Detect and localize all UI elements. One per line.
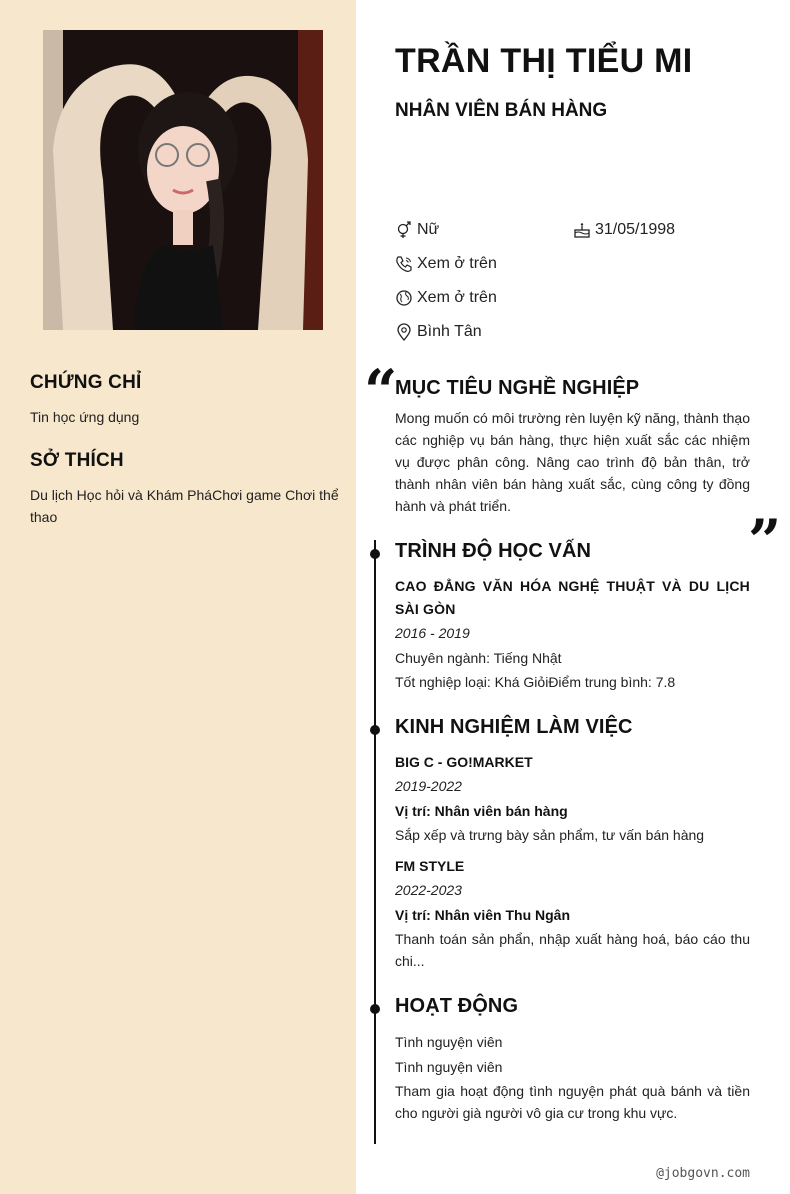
gender-icon: [395, 221, 413, 239]
activity-line: Tình nguyện viên: [395, 1059, 503, 1075]
hobbies-title: SỞ THÍCH: [30, 450, 124, 471]
activity-line: Tình nguyện viên: [395, 1034, 503, 1050]
gender-info: [395, 221, 439, 239]
job-position: Vị trí: Nhân viên Thu Ngân: [395, 907, 571, 923]
website-value: Xem ở trên: [417, 289, 497, 306]
education-school: CAO ĐẲNG VĂN HÓA NGHỆ THUẬT VÀ DU LỊCH SÀI GÒN: [395, 578, 750, 617]
timeline-dot-education: [370, 549, 380, 559]
candidate-job-title: NHÂN VIÊN BÁN HÀNG: [395, 100, 608, 121]
phone-icon: [395, 255, 413, 273]
location-pin-icon: [395, 323, 413, 341]
left-sidebar: [0, 0, 356, 1194]
education-major: Chuyên ngành: Tiếng Nhật: [395, 650, 562, 666]
objective-text: Mong muốn có môi trường rèn luyện kỹ năng, thành thạo các nghiệp vụ bán hàng, thực hiện xuất sắc các nhiệm vụ được phân công. Nâng cao trình độ bản thân, trở thành nhân viên bán hàng xuất sắc, cùng công ty đồng hành và phát triển.: [395, 410, 750, 514]
education-grade: Tốt nghiệp loại: Khá GiỏiĐiểm trung bình: 7.8: [395, 674, 676, 690]
certificates-section: [30, 372, 340, 428]
gender-value: Nữ: [417, 221, 440, 238]
quote-open-icon: “: [364, 357, 398, 425]
timeline-dot-activities: [370, 1004, 380, 1014]
certificates-text: Tin học ứng dụng: [30, 409, 140, 425]
dob-info: [573, 221, 675, 239]
timeline-line: [374, 540, 376, 1144]
website-info: [395, 289, 497, 307]
job-description: Sắp xếp và trưng bày sản phẩm, tư vấn bán hàng: [395, 827, 705, 843]
phone-value: Xem ở trên: [417, 255, 497, 272]
job-years: 2019-2022: [395, 778, 462, 794]
job-company: FM STYLE: [395, 858, 465, 874]
hobbies-text: Du lịch Học hỏi và Khám PháChơi game Chơi thể thao: [30, 487, 339, 525]
cake-icon: [573, 221, 591, 239]
globe-icon: [395, 289, 413, 307]
experience-title: KINH NGHIỆM LÀM VIỆC: [395, 716, 633, 738]
phone-info: [395, 255, 497, 273]
job-years: 2022-2023: [395, 882, 462, 898]
certificates-title: CHỨNG CHỈ: [30, 372, 142, 393]
objective-title: MỤC TIÊU NGHỀ NGHIỆP: [395, 377, 640, 399]
job-description: Thanh toán sản phẩn, nhập xuất hàng hoá, báo cáo thu chi...: [395, 931, 750, 969]
footer-watermark: @jobgovn.com: [656, 1166, 750, 1181]
job-position: Vị trí: Nhân viên bán hàng: [395, 803, 568, 819]
candidate-name: TRẦN THỊ TIỂU MI: [395, 42, 693, 80]
main-content: [356, 0, 790, 1194]
profile-photo-illustration: [43, 30, 323, 330]
activities-title: HOẠT ĐỘNG: [395, 995, 519, 1017]
quote-close-icon: ”: [748, 507, 782, 575]
timeline-dot-experience: [370, 725, 380, 735]
dob-value: 31/05/1998: [595, 221, 676, 238]
hobbies-section: [30, 450, 340, 528]
education-years: 2016 - 2019: [395, 625, 470, 641]
job-company: BIG C - GO!MARKET: [395, 754, 533, 770]
location-value: Bình Tân: [417, 323, 482, 340]
activity-description: Tham gia hoạt động tình nguyện phát quà bánh và tiền cho người già người vô gia cư trong khu vực.: [395, 1083, 750, 1121]
profile-photo: [43, 30, 323, 330]
location-info: [395, 323, 482, 341]
education-title: TRÌNH ĐỘ HỌC VẤN: [395, 540, 592, 562]
